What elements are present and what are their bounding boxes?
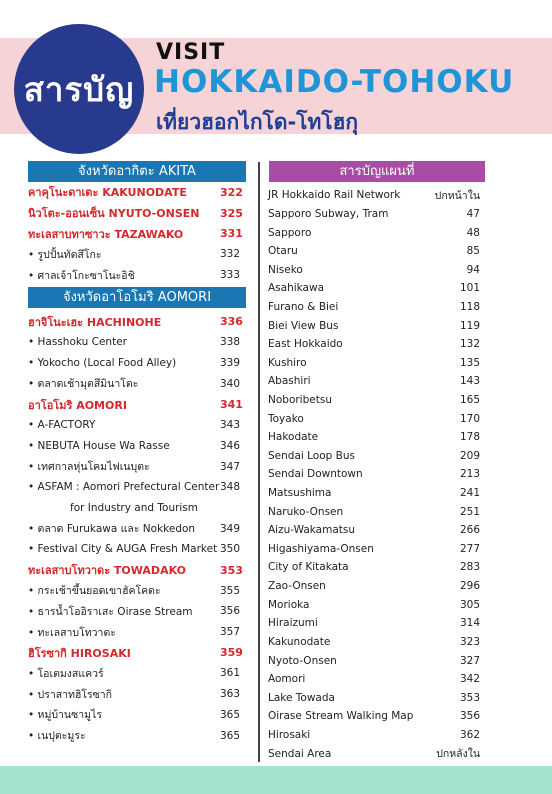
contents-column — [28, 161, 246, 746]
toc-entry-page: 322 — [220, 185, 243, 199]
toc-entry-name: • เทศกาลหุ่นโคมไฟเนบุตะ — [28, 461, 150, 474]
toc-entry-name: คาคุโนะดาเตะ KAKUNODATE — [28, 186, 187, 200]
map-entry-name: Otaru — [268, 245, 298, 258]
map-entry-name: JR Hokkaido Rail Network — [268, 189, 401, 202]
toc-entry-name: • ASFAM : Aomori Prefectural Center — [28, 481, 220, 494]
map-entry — [268, 409, 480, 428]
map-entry — [268, 316, 480, 335]
toc-entry-page: 339 — [220, 357, 241, 370]
toc-entry-page: 348 — [220, 481, 241, 494]
map-entry-page: 101 — [459, 282, 480, 295]
map-entry-name: Hiraizumi — [268, 617, 318, 630]
map-entry — [268, 540, 480, 559]
map-entry-page: 356 — [459, 710, 480, 723]
toc-entry — [28, 518, 246, 539]
toc-entry — [28, 642, 246, 663]
map-entry-name: East Hokkaido — [268, 338, 343, 351]
section-header-maps: สารบัญแผนที่ — [269, 161, 485, 182]
map-index-column — [268, 161, 480, 763]
toc-entry — [28, 415, 246, 436]
map-entry-page: 323 — [459, 635, 480, 648]
toc-entry-page: 331 — [220, 227, 243, 241]
toc-entry-name: ฮาจิโนะเฮะ HACHINOHE — [28, 315, 162, 329]
toc-entry-name: อาโอโมริ AOMORI — [28, 398, 127, 412]
map-entry-name: Sendai Area — [268, 747, 332, 760]
map-entry-page: 118 — [459, 300, 480, 313]
toc-entry-name: • หมู่บ้านซามูไร — [28, 709, 102, 722]
map-entry — [268, 298, 480, 317]
toc-badge — [14, 24, 144, 154]
map-entry-name: Sendai Loop Bus — [268, 449, 355, 462]
toc-entry-name: • เนปุตะมูระ — [28, 730, 86, 743]
toc-entry — [28, 353, 246, 374]
map-entry-page: ปกหน้าใน — [434, 189, 480, 202]
map-entry-page: 251 — [459, 505, 480, 518]
map-entry — [268, 205, 480, 224]
map-entry-name: Kakunodate — [268, 635, 331, 648]
toc-entry-page: 353 — [220, 563, 243, 577]
map-entry — [268, 260, 480, 279]
map-entry-page: 47 — [466, 207, 480, 220]
toc-entry-name: • NEBUTA House Wa Rasse — [28, 439, 170, 452]
toc-entry — [28, 223, 246, 244]
map-entry-name: Sapporo — [268, 226, 312, 239]
map-entry-name: Asahikawa — [268, 282, 325, 295]
map-entry-name: Furano & Biei — [268, 300, 339, 313]
map-entry-page: 283 — [459, 561, 480, 574]
toc-badge-label: สารบัญ — [23, 69, 135, 109]
toc-entry — [28, 601, 246, 622]
map-entry-name: Biei View Bus — [268, 319, 339, 332]
map-entry-page: 362 — [459, 728, 480, 741]
toc-entry — [28, 436, 246, 457]
toc-entry-name: • A-FACTORY — [28, 419, 96, 432]
map-entry — [268, 391, 480, 410]
toc-entry — [28, 725, 246, 746]
toc-entry — [28, 265, 246, 286]
map-entry — [268, 335, 480, 354]
toc-entry-name: ฮิโรซากิ HIROSAKI — [28, 646, 131, 660]
toc-entry-name: • ตลาดเช้ามุตสึมินาโตะ — [28, 378, 139, 391]
toc-entry-name: นิวโตะ-ออนเซ็น NYUTO-ONSEN — [28, 207, 200, 221]
toc-entry — [28, 244, 246, 265]
map-entry-page: 277 — [459, 542, 480, 555]
map-entry-name: Sendai Downtown — [268, 468, 363, 481]
map-entry-name: Abashiri — [268, 375, 311, 388]
map-entry-name: Matsushima — [268, 487, 332, 500]
toc-entry — [28, 663, 246, 684]
toc-entry-page: 340 — [220, 377, 241, 390]
map-entry-page: 266 — [459, 524, 480, 537]
map-entry-page: 327 — [459, 654, 480, 667]
map-entry-page: 296 — [459, 580, 480, 593]
toc-entry — [28, 560, 246, 581]
map-entry-page: ปกหลังใน — [436, 748, 480, 761]
map-entry-name: City of Kitakata — [268, 561, 349, 574]
map-entry — [268, 614, 480, 633]
footer-band — [0, 766, 552, 794]
toc-entry-name: ทะเลสาบทาซาวะ TAZAWAKO — [28, 227, 184, 241]
toc-entry-name: • ปราสาทฮิโรซากิ — [28, 688, 113, 701]
toc-entry-name: for Industry and Tourism — [70, 501, 199, 514]
toc-entry — [28, 498, 246, 519]
toc-entry-page: 332 — [220, 248, 241, 261]
toc-entry — [28, 394, 246, 415]
toc-entry-page: 338 — [220, 336, 241, 349]
map-entry-name: Toyako — [268, 412, 304, 425]
map-entry — [268, 372, 480, 391]
map-entry-page: 85 — [466, 245, 480, 258]
toc-entry — [28, 539, 246, 560]
map-entry-name: Zao-Onsen — [268, 580, 326, 593]
toc-entry — [28, 203, 246, 224]
aomori-list — [28, 311, 246, 745]
toc-entry-page: 356 — [220, 605, 241, 618]
toc-entry-name: ทะเลสาบโทวาดะ TOWADAKO — [28, 564, 186, 578]
toc-entry-page: 359 — [220, 646, 243, 660]
toc-entry-name: • ธารน้ำโออิราเสะ Oirase Stream — [28, 605, 193, 618]
map-entry-name: Hirosaki — [268, 728, 311, 741]
toc-entry-name: • Festival City & AUGA Fresh Market — [28, 543, 218, 556]
map-entry — [268, 558, 480, 577]
toc-entry-page: 365 — [220, 729, 241, 742]
toc-entry-page: 341 — [220, 398, 243, 412]
map-entry-name: Niseko — [268, 263, 303, 276]
map-entry-page: 143 — [459, 375, 480, 388]
toc-entry — [28, 456, 246, 477]
map-entry-page: 165 — [459, 394, 480, 406]
toc-entry — [28, 684, 246, 705]
toc-entry-page: 347 — [220, 460, 241, 473]
map-entry — [268, 447, 480, 466]
toc-entry — [28, 705, 246, 726]
map-entry-name: Noboribetsu — [268, 394, 332, 406]
map-entry — [268, 744, 480, 763]
map-list — [268, 186, 480, 763]
toc-entry-page: 325 — [220, 206, 243, 220]
visit-label: VISIT — [156, 40, 226, 65]
map-entry-name: Naruko-Onsen — [268, 505, 344, 518]
map-entry-page: 119 — [459, 319, 480, 332]
toc-entry — [28, 580, 246, 601]
map-entry-page: 241 — [459, 487, 480, 500]
column-divider — [258, 162, 260, 762]
map-entry-page: 135 — [459, 356, 480, 369]
map-entry — [268, 242, 480, 261]
map-entry-page: 170 — [459, 412, 480, 425]
toc-entry — [28, 374, 246, 395]
toc-entry-page: 346 — [220, 439, 241, 452]
map-entry — [268, 428, 480, 447]
toc-entry-name: • Hasshoku Center — [28, 336, 127, 349]
map-entry-name: Morioka — [268, 598, 310, 611]
toc-entry-name: • โอเตมงสแควร์ — [28, 667, 104, 680]
toc-entry-name: • กระเช้าขึ้นยอดเขาฮัคโคดะ — [28, 585, 161, 598]
map-entry-name: Aomori — [268, 673, 306, 686]
toc-entry-page: 349 — [220, 522, 241, 535]
page-subtitle: เที่ยวฮอกไกโด-โทโฮกุ — [156, 110, 359, 134]
map-entry-page: 314 — [459, 617, 480, 630]
section-header-aomori: จังหวัดอาโอโมริ AOMORI — [28, 287, 246, 308]
map-entry — [268, 502, 480, 521]
toc-entry-page: 357 — [220, 626, 241, 639]
map-entry — [268, 595, 480, 614]
map-entry-page: 353 — [459, 691, 480, 704]
map-entry-page: 94 — [466, 263, 480, 276]
toc-entry-name: • ทะเลสาบโทวาดะ — [28, 626, 116, 639]
map-entry-page: 132 — [459, 338, 480, 351]
map-entry-name: Oirase Stream Walking Map — [268, 710, 414, 723]
toc-entry — [28, 622, 246, 643]
map-entry-page: 213 — [459, 468, 480, 481]
toc-entry-name: • รูปปั้นทัตสึโกะ — [28, 248, 102, 261]
section-header-akita: จังหวัดอากิตะ AKITA — [28, 161, 246, 182]
map-entry — [268, 688, 480, 707]
map-entry — [268, 577, 480, 596]
toc-entry-page: 350 — [220, 543, 241, 556]
map-entry — [268, 465, 480, 484]
toc-entry-page: 333 — [220, 269, 241, 282]
toc-entry — [28, 182, 246, 203]
toc-entry-page: 355 — [220, 584, 241, 597]
map-entry-name: Kushiro — [268, 356, 307, 369]
toc-entry-name: • ตลาด Furukawa และ Nokkedon — [28, 523, 196, 536]
map-entry-name: Lake Towada — [268, 691, 335, 704]
toc-entry-name: • ศาลเจ้าโกะซาโนะอิชิ — [28, 269, 135, 282]
map-entry — [268, 484, 480, 503]
map-entry — [268, 223, 480, 242]
map-entry — [268, 633, 480, 652]
toc-entry-page: 365 — [220, 708, 241, 721]
map-entry-name: Hakodate — [268, 431, 319, 444]
toc-entry — [28, 311, 246, 332]
toc-entry-name: • Yokocho (Local Food Alley) — [28, 357, 177, 370]
map-entry — [268, 279, 480, 298]
map-entry-page: 305 — [459, 598, 480, 611]
toc-entry-page: 343 — [220, 419, 241, 432]
toc-entry — [28, 477, 246, 498]
map-entry-name: Nyoto-Onsen — [268, 654, 337, 667]
toc-entry-page: 336 — [220, 315, 243, 329]
akita-list — [28, 182, 246, 285]
map-entry-name: Aizu-Wakamatsu — [268, 524, 356, 537]
toc-entry-page: 361 — [220, 667, 241, 680]
map-entry — [268, 353, 480, 372]
map-entry — [268, 186, 480, 205]
map-entry-page: 178 — [459, 431, 480, 444]
toc-entry — [28, 332, 246, 353]
map-entry — [268, 726, 480, 745]
map-entry-name: Higashiyama-Onsen — [268, 542, 374, 555]
toc-entry-page: 363 — [220, 688, 241, 701]
map-entry — [268, 651, 480, 670]
map-entry-page: 342 — [459, 673, 480, 686]
map-entry-page: 209 — [459, 449, 480, 462]
map-entry-page: 48 — [466, 226, 480, 239]
map-entry — [268, 707, 480, 726]
map-entry-name: Sapporo Subway, Tram — [268, 207, 389, 220]
map-entry — [268, 521, 480, 540]
page-title: HOKKAIDO-TOHOKU — [154, 64, 515, 100]
map-entry — [268, 670, 480, 689]
